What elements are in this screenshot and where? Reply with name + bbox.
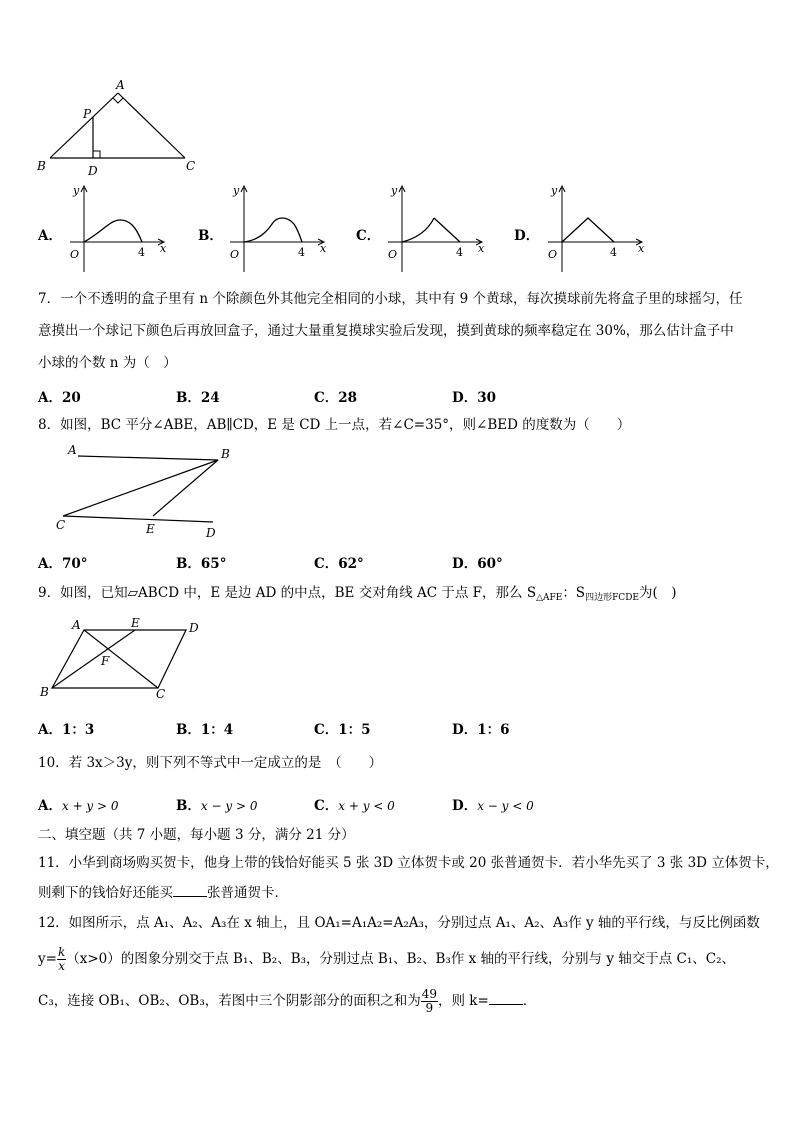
q7-option-a[interactable]: A．20 xyxy=(38,390,81,406)
option-letter: C． xyxy=(356,228,381,244)
answer-blank[interactable] xyxy=(173,884,207,897)
q9-figure xyxy=(36,614,211,704)
svg-text:4: 4 xyxy=(138,246,145,259)
svg-text:y: y xyxy=(551,184,558,197)
q7-line1: 7．一个不透明的盒子里有 n 个除颜色外其他完全相同的小球，其中有 9 个黄球，每次摸球前先将盒子里的球摇匀，任 xyxy=(38,291,743,307)
q8-option-c[interactable]: C．62° xyxy=(314,556,364,572)
svg-text:x: x xyxy=(638,242,645,255)
label-a: A xyxy=(116,78,125,92)
svg-text:E: E xyxy=(146,522,155,536)
svg-text:y: y xyxy=(391,184,398,197)
q8-stem: 8．如图，BC 平分∠ABE，AB∥CD，E 是 CD 上一点，若∠C=35°，则∠BED 的度数为（ ） xyxy=(38,417,631,433)
q12-line1: 12．如图所示，点 A₁、A₂、A₃在 x 轴上，且 OA₁=A₁A₂=A₂A₃，分别过点 A₁、A₂、A₃作 y 轴的平行线，与反比例函数 xyxy=(38,915,760,931)
q6-option-b[interactable] xyxy=(198,224,223,244)
svg-text:D: D xyxy=(189,621,199,635)
q9-option-d[interactable]: D．1：6 xyxy=(452,722,510,738)
svg-text:O: O xyxy=(70,248,80,261)
q9-option-a[interactable]: A．1：3 xyxy=(38,722,95,738)
svg-text:A: A xyxy=(68,443,77,457)
fraction-49-over-9: $\frac{49}{9}$ xyxy=(421,987,438,1015)
svg-text:C: C xyxy=(156,687,166,701)
svg-text:y: y xyxy=(233,184,240,197)
answer-blank[interactable] xyxy=(489,992,523,1005)
label-c: C xyxy=(186,159,196,173)
q10-stem: 10．若 3x＞3y，则下列不等式中一定成立的是 （ ） xyxy=(38,755,383,771)
svg-text:O: O xyxy=(548,248,558,261)
triangle-figure xyxy=(30,78,210,178)
svg-text:4: 4 xyxy=(456,246,463,259)
svg-text:4: 4 xyxy=(610,246,617,259)
svg-text:x: x xyxy=(478,242,485,255)
q8-figure xyxy=(48,438,248,543)
graph-a xyxy=(62,182,172,277)
q10-option-b[interactable]: B．x − y > 0 xyxy=(176,798,258,814)
q10-option-a[interactable]: A．x + y > 0 xyxy=(38,798,119,814)
svg-text:E: E xyxy=(131,616,140,630)
q8-option-a[interactable]: A．70° xyxy=(38,556,88,572)
option-letter: A． xyxy=(38,228,62,244)
label-d: D xyxy=(88,164,98,178)
svg-text:O: O xyxy=(230,248,240,261)
fraction-k-over-x: $\frac{k}{x}$ xyxy=(57,945,66,973)
svg-text:A: A xyxy=(72,618,81,632)
svg-text:B: B xyxy=(221,447,230,461)
svg-text:C: C xyxy=(56,518,66,532)
q6-option-d[interactable] xyxy=(514,224,539,244)
q12-line3: C₃，连接 OB₁、OB₂、OB₃，若图中三个阴影部分的面积之和为 $\frac{49}{9}$ ，则 k= ． xyxy=(38,987,537,1015)
svg-text:x: x xyxy=(320,242,327,255)
q7-option-b[interactable]: B．24 xyxy=(176,390,220,406)
option-letter: D． xyxy=(514,228,540,244)
svg-text:x: x xyxy=(160,242,167,255)
section-heading: 二、填空题（共 7 小题，每小题 3 分，满分 21 分） xyxy=(38,827,355,843)
q6-option-c[interactable] xyxy=(356,224,380,244)
q7-option-c[interactable]: C．28 xyxy=(314,390,358,406)
q9-option-c[interactable]: C．1：5 xyxy=(314,722,371,738)
svg-text:4: 4 xyxy=(298,246,305,259)
q7-line3: 小球的个数 n 为（ ） xyxy=(38,355,177,371)
svg-text:F: F xyxy=(101,654,110,668)
graph-b xyxy=(222,182,332,277)
q7-option-d[interactable]: D．30 xyxy=(452,390,496,406)
q11-line2: 则剩下的钱恰好还能买 张普通贺卡． xyxy=(38,885,288,901)
q6-option-a[interactable] xyxy=(38,224,62,244)
graph-d xyxy=(540,182,650,277)
q9-option-b[interactable]: B．1：4 xyxy=(176,722,234,738)
q8-option-d[interactable]: D．60° xyxy=(452,556,503,572)
svg-text:D: D xyxy=(206,526,216,540)
q10-option-d[interactable]: D．x − y < 0 xyxy=(452,798,534,814)
q8-option-b[interactable]: B．65° xyxy=(176,556,227,572)
q11-line1: 11．小华到商场购买贺卡，他身上带的钱恰好能买 5 张 3D 立体贺卡或 20 张普通贺卡．若小华先买了 3 张 3D 立体贺卡， xyxy=(38,855,779,871)
svg-text:O: O xyxy=(388,248,398,261)
graph-c xyxy=(380,182,490,277)
q10-option-c[interactable]: C．x + y < 0 xyxy=(314,798,395,814)
label-b: B xyxy=(37,159,46,173)
svg-text:B: B xyxy=(40,685,49,699)
q7-line2: 意摸出一个球记下颜色后再放回盒子，通过大量重复摸球实验后发现，摸到黄球的频率稳定在 30%，那么估计盒子中 xyxy=(38,323,734,339)
label-p: P xyxy=(83,107,92,121)
option-letter: B． xyxy=(198,228,223,244)
svg-text:y: y xyxy=(73,184,80,197)
q12-line2: y= $\frac{k}{x}$ （x>0）的图象分别交于点 B₁、B₂、B₃，分别过点 B₁、B₂、B₃作 x 轴的平行线，分别与 y 轴交于点 C₁、C₂、 xyxy=(38,945,736,973)
q9-stem: 9．如图，已知▱ABCD 中，E 是边 AD 的中点，BE 交对角线 AC 于点 F，那么 $S_{\triangle AFE}$：$S_{四边形FCDE}$为( ) xyxy=(38,585,677,603)
